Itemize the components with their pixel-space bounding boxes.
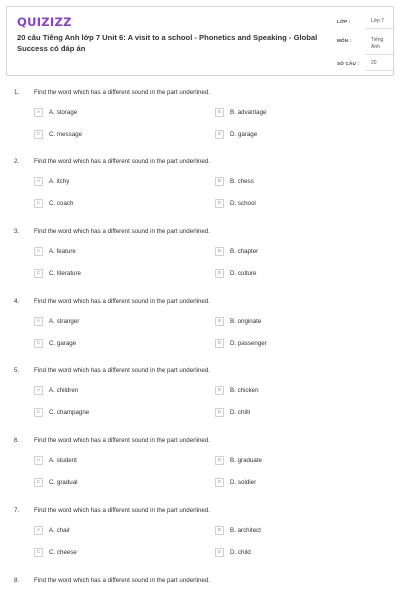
- option-text: D. passenger: [230, 339, 267, 347]
- option-letter-box: B: [215, 386, 224, 395]
- question-prompt: Find the word which has a different sound in the part underlined.: [34, 89, 210, 96]
- option-text: A. stranger: [49, 317, 80, 325]
- question-3: [0, 228, 400, 298]
- option-d[interactable]: [215, 129, 257, 139]
- question-number: 7.: [14, 507, 20, 514]
- question-prompt: Find the word which has a different sound in the part underlined.: [34, 228, 210, 235]
- option-letter-box: A: [34, 386, 43, 395]
- option-text: A. storage: [49, 108, 78, 116]
- meta-key-subject: MÔN :: [337, 38, 352, 43]
- option-text: C. gradual: [49, 478, 78, 486]
- question-7: [0, 507, 400, 577]
- option-text: A. feature: [49, 247, 76, 255]
- option-letter-box: C: [34, 478, 43, 487]
- question-4: [0, 298, 400, 368]
- question-prompt: Find the word which has a different sound in the part underlined.: [34, 507, 210, 514]
- option-letter-box: B: [215, 526, 224, 535]
- option-letter-box: D: [215, 199, 224, 208]
- option-d[interactable]: [215, 407, 250, 417]
- option-text: C. champagne: [49, 408, 90, 416]
- worksheet-header: [6, 6, 394, 76]
- meta-row-count: [337, 59, 393, 75]
- option-letter-box: A: [34, 247, 43, 256]
- option-text: A. itchy: [49, 177, 70, 185]
- option-letter-box: D: [215, 339, 224, 348]
- option-a[interactable]: [34, 176, 69, 186]
- question-number: 1.: [14, 89, 20, 96]
- option-text: C. message: [49, 130, 83, 138]
- option-a[interactable]: [34, 107, 77, 117]
- option-letter-box: C: [34, 269, 43, 278]
- meta-row-grade: [337, 17, 393, 36]
- option-letter-box: B: [215, 456, 224, 465]
- option-letter-box: A: [34, 317, 43, 326]
- option-d[interactable]: [215, 477, 256, 487]
- meta-value-count: 20: [365, 59, 393, 71]
- option-text: A. student: [49, 456, 77, 464]
- question-6: [0, 437, 400, 507]
- option-letter-box: D: [215, 269, 224, 278]
- option-c[interactable]: [34, 129, 82, 139]
- option-text: B. chicken: [230, 386, 259, 394]
- question-2: [0, 158, 400, 228]
- option-text: C. literature: [49, 269, 81, 277]
- option-text: B. advantage: [230, 108, 267, 116]
- option-letter-box: D: [215, 130, 224, 139]
- meta-row-subject: [337, 36, 393, 59]
- option-text: B. architect: [230, 526, 261, 534]
- option-text: D. chilli: [230, 408, 250, 416]
- meta-key-count: SỐ CÂU :: [337, 61, 360, 66]
- option-text: D. soldier: [230, 478, 257, 486]
- option-letter-box: C: [34, 339, 43, 348]
- option-a[interactable]: [34, 525, 70, 535]
- worksheet-title: 20 câu Tiếng Anh lớp 7 Unit 6: A visit to a school - Phonetics and Speaking - Global Success có đáp án: [17, 33, 318, 53]
- option-c[interactable]: [34, 477, 78, 487]
- option-text: B. originate: [230, 317, 262, 325]
- question-number: 5.: [14, 367, 20, 374]
- quizizz-logo[interactable]: QUIZIZZ: [17, 15, 72, 29]
- option-c[interactable]: [34, 407, 89, 417]
- option-letter-box: D: [215, 478, 224, 487]
- option-text: D. child: [230, 548, 251, 556]
- worksheet-meta: [337, 17, 393, 75]
- option-text: C. cheese: [49, 548, 77, 556]
- option-text: A. children: [49, 386, 79, 394]
- option-b[interactable]: [215, 525, 261, 535]
- question-number: 2.: [14, 158, 20, 165]
- option-letter-box: C: [34, 199, 43, 208]
- option-letter-box: B: [215, 247, 224, 256]
- option-a[interactable]: [34, 455, 77, 465]
- option-letter-box: A: [34, 456, 43, 465]
- option-text: B. chess: [230, 177, 254, 185]
- question-number: 6.: [14, 437, 20, 444]
- option-b[interactable]: [215, 246, 258, 256]
- option-letter-box: C: [34, 548, 43, 557]
- option-text: C. garage: [49, 339, 77, 347]
- question-number: 8.: [14, 577, 20, 584]
- option-letter-box: A: [34, 108, 43, 117]
- question-8: [0, 577, 400, 600]
- option-letter-box: B: [215, 177, 224, 186]
- question-prompt: Find the word which has a different sound in the part underlined.: [34, 437, 210, 444]
- option-a[interactable]: [34, 246, 76, 256]
- question-prompt: Find the word which has a different sound in the part underlined.: [34, 577, 210, 584]
- option-text: D. school: [230, 199, 256, 207]
- question-number: 3.: [14, 228, 20, 235]
- option-a[interactable]: [34, 316, 79, 326]
- option-d[interactable]: [215, 338, 267, 348]
- option-text: B. chapter: [230, 247, 259, 255]
- option-letter-box: C: [34, 408, 43, 417]
- option-c[interactable]: [34, 547, 77, 557]
- option-b[interactable]: [215, 455, 262, 465]
- question-prompt: Find the word which has a different sound in the part underlined.: [34, 298, 210, 305]
- option-letter-box: B: [215, 108, 224, 117]
- option-b[interactable]: [215, 107, 266, 117]
- option-a[interactable]: [34, 385, 78, 395]
- option-letter-box: C: [34, 130, 43, 139]
- question-prompt: Find the word which has a different sound in the part underlined.: [34, 367, 210, 374]
- option-text: B. graduate: [230, 456, 262, 464]
- meta-key-grade: LỚP :: [337, 19, 351, 24]
- option-c[interactable]: [34, 268, 81, 278]
- option-d[interactable]: [215, 268, 256, 278]
- question-5: [0, 367, 400, 437]
- option-d[interactable]: [215, 198, 256, 208]
- option-text: C. coach: [49, 199, 74, 207]
- meta-value-subject: Tiếng Anh: [365, 36, 393, 55]
- option-text: A. chair: [49, 526, 70, 534]
- question-1: [0, 89, 400, 159]
- option-letter-box: B: [215, 317, 224, 326]
- meta-value-grade: Lớp 7: [365, 17, 393, 29]
- option-c[interactable]: [34, 198, 73, 208]
- option-letter-box: D: [215, 548, 224, 557]
- question-prompt: Find the word which has a different sound in the part underlined.: [34, 158, 210, 165]
- option-b[interactable]: [215, 316, 261, 326]
- option-letter-box: A: [34, 526, 43, 535]
- option-b[interactable]: [215, 176, 254, 186]
- option-d[interactable]: [215, 547, 251, 557]
- option-letter-box: A: [34, 177, 43, 186]
- option-text: D. culture: [230, 269, 257, 277]
- question-number: 4.: [14, 298, 20, 305]
- option-text: D. garage: [230, 130, 258, 138]
- option-letter-box: D: [215, 408, 224, 417]
- option-b[interactable]: [215, 385, 259, 395]
- option-c[interactable]: [34, 338, 76, 348]
